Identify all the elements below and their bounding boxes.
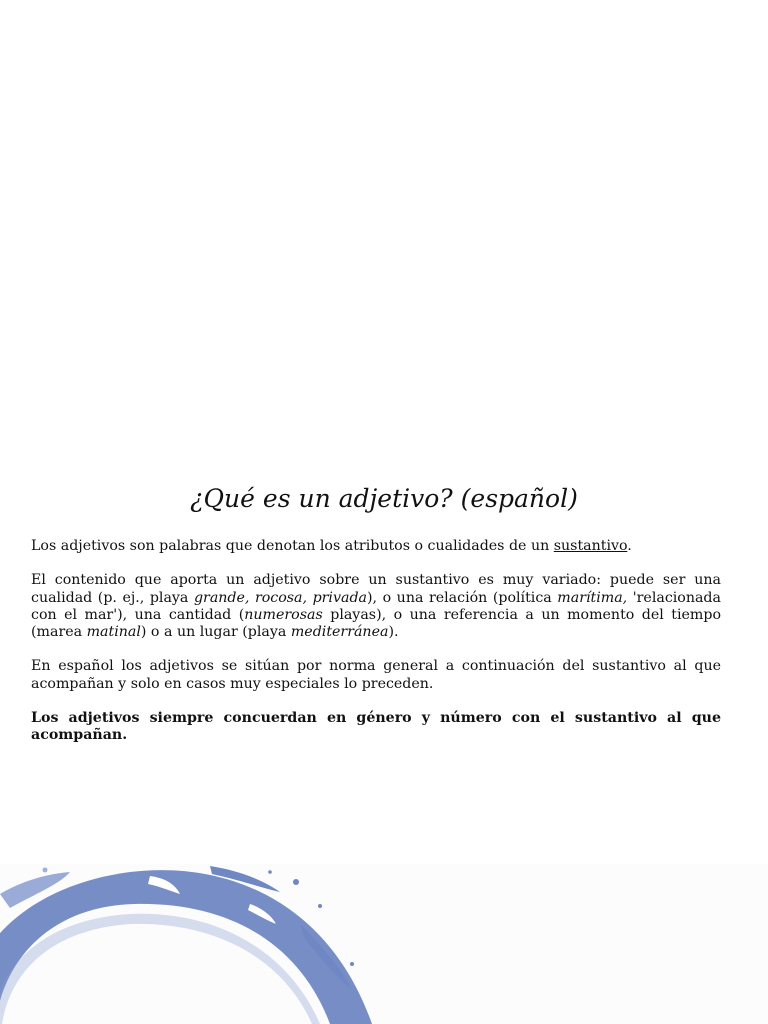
example-italic: marítima, <box>557 589 628 606</box>
page-title: ¿Qué es un adjetivo? (español) <box>190 484 578 513</box>
paragraph-definition <box>31 538 721 555</box>
paragraph-content <box>31 572 721 641</box>
paragraph-text: ) o a un lugar (playa <box>140 624 291 641</box>
sustantivo-link[interactable]: sustantivo <box>553 538 628 554</box>
paragraph-text: . <box>627 538 632 554</box>
paragraph-agreement: Los adjetivos siempre concuerdan en género y número con el sustantivo al que acompañan. <box>31 710 721 744</box>
document-body <box>31 538 721 762</box>
example-italic: numerosas <box>244 606 323 623</box>
paragraph-text: Los adjetivos son palabras que denotan los atributos o cualidades de un <box>31 538 554 554</box>
paragraph-text: ), o una relación (política <box>366 589 558 606</box>
brush-ring-decoration-icon <box>0 864 405 1024</box>
paragraph-text: playas), o una referencia a un momento del tiempo (marea <box>31 606 721 641</box>
paragraph-position: En español los adjetivos se sitúan por norma general a continuación del sustantivo al que acompañan y solo en casos muy especiales lo preceden. <box>31 658 721 692</box>
example-italic: matinal <box>86 624 141 641</box>
example-italic: grande, rocosa, privada <box>193 589 367 606</box>
paragraph-text: El contenido que aporta un adjetivo sobre un sustantivo es muy variado: puede ser una cualidad (p. ej., playa <box>31 572 721 606</box>
paragraph-text: ). <box>388 624 399 641</box>
paragraph-text: 'relacionada con el mar'), una cantidad ( <box>31 589 721 623</box>
example-italic: mediterránea <box>290 624 389 641</box>
